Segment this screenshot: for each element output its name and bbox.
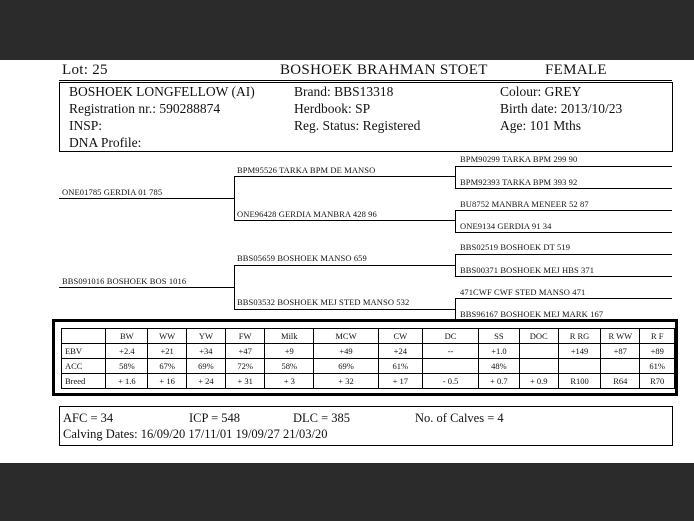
pedigree-line (234, 265, 235, 310)
ebv-cell: +1.0 (479, 344, 519, 359)
animal-name: BOSHOEK LONGFELLOW (AI) (69, 84, 255, 99)
pedigree-line (455, 232, 672, 233)
pedigree-line (455, 166, 672, 167)
birth-date: Birth date: 2013/10/23 (500, 101, 623, 116)
acc-cell: 48% (479, 359, 519, 374)
ebv-col-header: R F (640, 329, 675, 344)
pedigree-sds: BU8752 MANBRA MENEER 52 87 (460, 199, 589, 209)
lot-number: Lot: 25 (62, 62, 108, 78)
acc-cell: 72% (226, 359, 265, 374)
pedigree-dam: BBS091016 BOSHOEK BOS 1016 (62, 276, 187, 286)
ebv-cell: +149 (558, 344, 600, 359)
ebv-table-frame (52, 319, 678, 396)
pedigree-dss: BBS02519 BOSHOEK DT 519 (460, 242, 571, 252)
pedigree-line (455, 254, 672, 255)
registration-status: Reg. Status: Registered (294, 118, 421, 133)
breed-cell: + 24 (186, 374, 225, 389)
ebv-col-header: DOC (519, 329, 558, 344)
acc-cell: 69% (186, 359, 225, 374)
acc-cell (422, 359, 478, 374)
pedigree-line (234, 176, 456, 177)
fertility-box (59, 406, 673, 446)
insp-label: INSP: (69, 118, 103, 133)
ebv-table (61, 328, 675, 389)
calves-count: No. of Calves = 4 (415, 411, 504, 425)
ebv-cell: +49 (314, 344, 379, 359)
ebv-header-row (62, 329, 675, 344)
acc-cell: 58% (106, 359, 148, 374)
pedigree-line (234, 220, 456, 221)
brand: Brand: BBS13318 (294, 84, 394, 99)
ebv-col-header: MCW (314, 329, 379, 344)
pedigree-sdd: ONE9134 GERDIA 91 34 (460, 221, 552, 231)
pedigree-sire: ONE01785 GERDIA 01 785 (62, 187, 163, 197)
icp-value: ICP = 548 (189, 411, 241, 425)
ebv-cell: +2.4 (106, 344, 148, 359)
breed-cell: + 17 (378, 374, 422, 389)
catalogue-page (0, 60, 694, 463)
stud-name: BOSHOEK BRAHMAN STOET (280, 62, 488, 78)
calving-dates: Calving Dates: 16/09/20 17/11/01 19/09/27 21/03/20 (63, 427, 328, 441)
acc-cell: 67% (148, 359, 186, 374)
acc-cell: 58% (265, 359, 314, 374)
ebv-col-header: WW (148, 329, 186, 344)
age: Age: 101 Mths (500, 118, 581, 133)
ebv-col-header: SS (479, 329, 519, 344)
ebv-col-header: YW (186, 329, 225, 344)
ebv-col-header (62, 329, 106, 344)
registration-number: Registration nr.: 590288874 (69, 101, 221, 116)
breed-cell: + 1.6 (106, 374, 148, 389)
breed-cell: R70 (640, 374, 675, 389)
acc-row-label: ACC (62, 359, 106, 374)
breed-cell: + 16 (148, 374, 186, 389)
pedigree-dsd: BBS00371 BOSHOEK MEJ HBS 371 (460, 265, 595, 275)
breed-row (62, 374, 675, 389)
sex-label: FEMALE (545, 62, 607, 78)
pedigree-sire-dam: ONE96428 GERDIA MANBRA 428 96 (237, 209, 377, 219)
pedigree-line (234, 309, 456, 310)
dna-profile-label: DNA Profile: (69, 135, 142, 150)
breed-cell: R100 (558, 374, 600, 389)
ebv-cell: +89 (640, 344, 675, 359)
herdbook: Herdbook: SP (294, 101, 371, 116)
ebv-col-header: Milk (265, 329, 314, 344)
acc-row (62, 359, 675, 374)
ebv-col-header: DC (422, 329, 478, 344)
ebv-col-header: R RG (558, 329, 600, 344)
ebv-cell: +34 (186, 344, 225, 359)
ebv-cell: +24 (378, 344, 422, 359)
breed-cell: + 0.7 (479, 374, 519, 389)
breed-cell: + 32 (314, 374, 379, 389)
pedigree-dam-sire: BBS05659 BOSHOEK MANSO 659 (237, 253, 367, 263)
acc-cell: 69% (314, 359, 379, 374)
pedigree-dam-dam: BBS03532 BOSHOEK MEJ STED MANSO 532 (237, 297, 410, 307)
pedigree-ddd: BBS96167 BOSHOEK MEJ MARK 167 (460, 309, 604, 319)
ebv-cell (519, 344, 558, 359)
ebv-col-header: FW (226, 329, 265, 344)
ebv-cell: +21 (148, 344, 186, 359)
animal-info-box (59, 82, 673, 152)
breed-cell: - 0.5 (422, 374, 478, 389)
pedigree-line (455, 166, 456, 188)
pedigree-line (455, 210, 672, 211)
ebv-col-header: CW (378, 329, 422, 344)
ebv-col-header: R WW (601, 329, 640, 344)
pedigree-ssd: BPM92393 TARKA BPM 393 92 (460, 177, 578, 187)
pedigree-sss: BPM90299 TARKA BPM 299 90 (460, 154, 578, 164)
breed-cell: + 31 (226, 374, 265, 389)
pedigree-sire-sire: BPM95526 TARKA BPM DE MANSO (237, 165, 376, 175)
pedigree-dds: 471CWF CWF STED MANSO 471 (460, 287, 586, 297)
afc-value: AFC = 34 (63, 411, 114, 425)
ebv-cell: +87 (601, 344, 640, 359)
ebv-cell: +47 (226, 344, 265, 359)
acc-cell: 61% (640, 359, 675, 374)
pedigree-line (455, 188, 672, 189)
breed-cell: + 3 (265, 374, 314, 389)
ebv-col-header: BW (106, 329, 148, 344)
ebv-cell: -- (422, 344, 478, 359)
acc-cell (601, 359, 640, 374)
header-rule (59, 80, 672, 81)
breed-cell: + 0.9 (519, 374, 558, 389)
acc-cell (558, 359, 600, 374)
ebv-row-label: EBV (62, 344, 106, 359)
pedigree-line (455, 254, 456, 276)
breed-row-label: Breed (62, 374, 106, 389)
pedigree-line (455, 210, 456, 232)
acc-cell (519, 359, 558, 374)
breed-cell: R64 (601, 374, 640, 389)
pedigree-line (234, 176, 235, 221)
pedigree-line (455, 276, 672, 277)
ebv-cell: +9 (265, 344, 314, 359)
ebv-row (62, 344, 675, 359)
pedigree-line (455, 298, 672, 299)
pedigree-line (234, 265, 456, 266)
pedigree-line (455, 298, 456, 320)
acc-cell: 61% (378, 359, 422, 374)
colour: Colour: GREY (500, 84, 582, 99)
pedigree-line (59, 287, 235, 288)
dlc-value: DLC = 385 (293, 411, 351, 425)
pedigree-line (59, 198, 235, 199)
